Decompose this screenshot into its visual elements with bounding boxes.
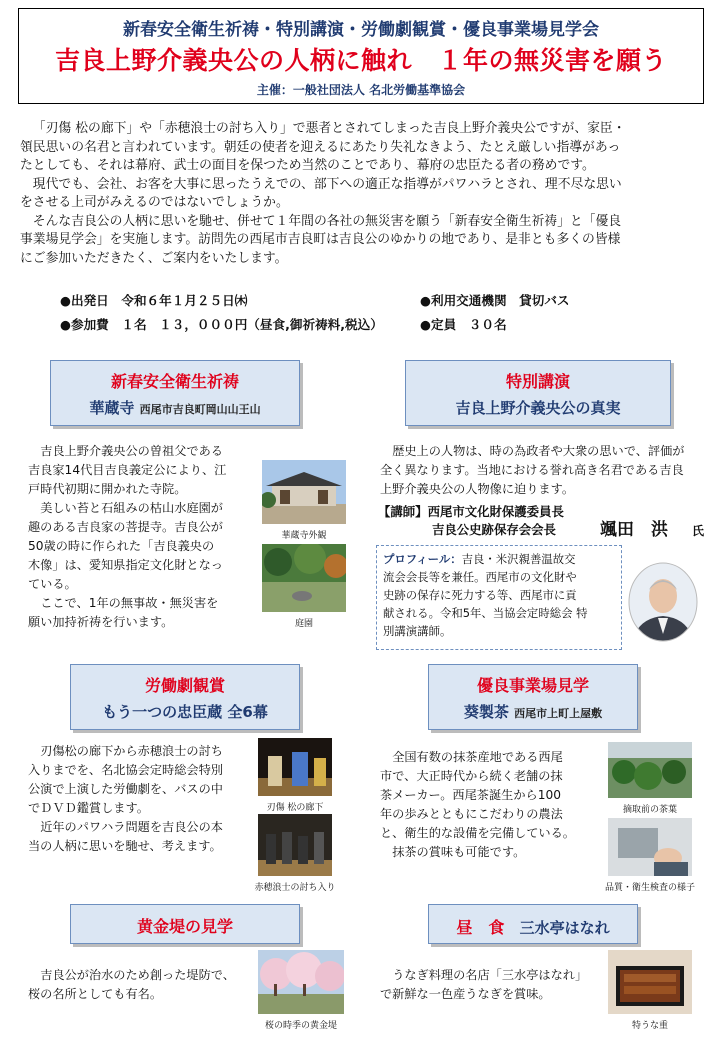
visit-address: 西尾市上町上屋敷	[514, 707, 603, 720]
lecture-text	[380, 442, 710, 499]
eel-photo-caption: 特うな重	[631, 1021, 668, 1031]
section-lecture-title: 特別講演	[505, 372, 570, 391]
inspection-caption: 品質・衛生検査の様子	[604, 883, 695, 893]
fee: ●参加費 １名 １３，０００円（昼食,御祈祷料,税込）	[60, 317, 383, 332]
text-line: と、衛生的な設備を完備している。	[380, 826, 575, 840]
profile-line: 史跡の保存に死力する等、西尾市に貢	[383, 588, 577, 602]
intro-line: 「刃傷 松の廊下」や「赤穂浪士の討ち入り」で悪者とされてしまった吉良上野介義央公ですが、家臣・	[32, 121, 626, 136]
inspection-photo	[608, 818, 692, 876]
lecturer-suffix: 氏	[692, 524, 705, 538]
profile-line: 別講演講師。	[383, 624, 452, 638]
section-drama-header	[70, 664, 300, 730]
section-lunch-title: 昼 食	[456, 918, 505, 937]
section-drama-title: 労働劇観賞	[144, 676, 225, 695]
garden-photo	[262, 544, 346, 612]
embankment-text	[28, 966, 268, 1004]
intro-line: そんな吉良公の人柄に思いを馳せ、併せて１年間の各社の無災害を願う「新春安全衛生祈祷」と「優良	[32, 213, 622, 229]
text-line: 近年のパワハラ問題を吉良公の本	[40, 820, 223, 834]
text-line: うなぎ料理の名店「三水亭はなれ」	[392, 968, 588, 982]
text-line: ここで、1年の無事故・無災害を	[40, 596, 219, 610]
intro-line: にご参加いただきたく、ご案内をいたします。	[20, 250, 288, 266]
tea-leaves-photo	[608, 742, 692, 798]
text-line: 全く異なります。当地における誉れ高き名君である吉良	[380, 463, 684, 477]
section-embankment-header	[70, 904, 300, 944]
lecturer-role1: 西尾市文化財保護委員長	[427, 504, 564, 519]
drama-photo-1-caption: 刃傷 松の廊下	[266, 803, 324, 813]
section-visit-title: 優良事業場見学	[476, 676, 589, 695]
prayer-text	[28, 442, 264, 632]
text-line: 50歳の時に作られた「吉良義央の	[28, 539, 215, 553]
drama-photo-2	[258, 814, 332, 876]
text-line: 美しい苔と石組みの枯山水庭園が	[40, 501, 223, 515]
profile-line: 流会会長等を兼任。西尾市の文化財や	[383, 570, 577, 584]
event-subtitle: 新春安全衛生祈祷・特別講演・労働劇観賞・優良事業場見学会	[123, 20, 599, 40]
text-line: 入りまでを、名北協会定時総会特別	[28, 763, 223, 777]
organizer: 主催：一般社団法人 名北労働基準協会	[256, 83, 466, 97]
text-line: でＤＶＤ鑑賞します。	[28, 801, 149, 815]
visit-place: 葵製茶	[463, 703, 509, 721]
text-line: 公演で上演した労働劇を、バスの中	[28, 782, 223, 796]
prayer-address: 西尾市吉良町岡山山王山	[139, 403, 261, 416]
lecturer-name: 颯田 洪	[600, 520, 668, 540]
text-line: 吉良上野介義央公の曽祖父である	[40, 444, 223, 458]
lecturer-portrait	[628, 562, 698, 642]
text-line: 木像」は、愛知県指定文化財となっ	[28, 558, 223, 572]
lunch-place: 三水亭はなれ	[519, 919, 610, 937]
section-prayer-title: 新春安全衛生祈祷	[110, 372, 239, 391]
drama-subtitle: もう一つの忠臣蔵 全6幕	[102, 703, 268, 721]
temple-photo-caption: 華蔵寺外観	[281, 531, 327, 541]
eel-photo	[608, 950, 692, 1014]
lecture-subtitle: 吉良上野介義央公の真実	[455, 399, 621, 417]
profile-label: プロフィール：	[383, 552, 462, 566]
text-line: 吉良家14代目吉良義定公により、江	[28, 463, 227, 477]
drama-text	[28, 742, 268, 856]
visit-text	[380, 748, 610, 862]
embankment-photo	[258, 950, 344, 1014]
embankment-photo-caption: 桜の時季の黄金堤	[264, 1021, 337, 1031]
lecturer-profile	[376, 545, 622, 650]
intro-line: をさせる上司がみえるのではないでしょうか。	[20, 195, 289, 210]
tea-leaves-caption: 摘取前の茶葉	[622, 805, 677, 815]
drama-photo-1	[258, 738, 332, 796]
lecturer-line	[378, 502, 564, 520]
text-line: 市で、大正時代から続く老舗の抹	[380, 769, 563, 783]
text-line: 刃傷松の廊下から赤穂浪士の討ち	[40, 744, 223, 758]
intro-text	[20, 120, 704, 268]
text-line: 茶メーカー。西尾茶誕生から100	[380, 788, 561, 802]
section-prayer-header	[50, 360, 300, 426]
profile-line: 献される。令和5年、当協会定時総会 特	[383, 606, 588, 620]
capacity: ●定員 ３０名	[420, 317, 507, 332]
text-line: 歴史上の人物は、時の為政者や大衆の思いで、評価が	[392, 444, 685, 458]
text-line: 当の人柄に思いを馳せ、考えます。	[28, 839, 222, 853]
text-line: 願い加持祈祷を行います。	[28, 615, 174, 629]
section-embankment-title: 黄金堤の見学	[136, 917, 233, 936]
text-line: で新鮮な一色産うなぎを賞味。	[380, 987, 551, 1001]
transport: ●利用交通機関 貸切バス	[420, 293, 570, 308]
drama-photo-2-caption: 赤穂浪士の討ち入り	[254, 883, 336, 893]
text-line: 抹茶の賞味も可能です。	[392, 845, 526, 859]
lecturer-role2: 吉良公史跡保存会会長	[432, 522, 556, 537]
text-line: 年の歩みとともにこだわりの農法	[380, 807, 563, 821]
intro-line: 領民思いの名君と言われています。朝廷の使者を迎えるにあたり失礼なきよう、たとえ厳しい指導があっ	[20, 139, 621, 155]
lecturer-label: 【講師】	[378, 504, 428, 519]
event-title: 吉良上野介義央公の人柄に触れ １年の無災害を願う	[54, 46, 667, 75]
text-line: 戸時代初期に開かれた寺院。	[28, 482, 187, 496]
intro-line: たとしても、それは幕府、武士の面目を保つため当然のことであり、幕府の忠臣たる者の務めです。	[20, 158, 595, 173]
text-line: ている。	[28, 577, 77, 591]
intro-line: 現代でも、会社、お客を大事に思ったうえでの、部下への適正な指導がパワハラとされ、理不尽な思い	[32, 176, 622, 192]
text-line: 上野介義央公の人物像に迫ります。	[380, 482, 575, 496]
section-visit-header	[428, 664, 638, 730]
temple-photo	[262, 460, 346, 524]
text-line: 趣のある吉良家の菩提寺。吉良公が	[28, 520, 223, 534]
garden-photo-caption: 庭園	[294, 619, 313, 629]
text-line: 吉良公が治水のため創った堤防で、	[40, 968, 235, 982]
text-line: 桜の名所としても有名。	[28, 987, 163, 1001]
section-lecture-header	[405, 360, 671, 426]
lunch-text	[380, 966, 620, 1004]
prayer-place: 華蔵寺	[89, 399, 135, 417]
departure-date: ●出発日 令和６年１月２５日㈭	[60, 293, 248, 308]
intro-line: 事業場見学会」を実施します。訪問先の西尾市吉良町は吉良公のゆかりの地であり、是非とも多くの皆様	[20, 232, 621, 247]
text-line: 全国有数の抹茶産地である西尾	[392, 750, 563, 764]
profile-line: 吉良・米沢親善温故交	[461, 552, 576, 566]
section-lunch-header	[428, 904, 638, 944]
header-box	[18, 8, 704, 104]
